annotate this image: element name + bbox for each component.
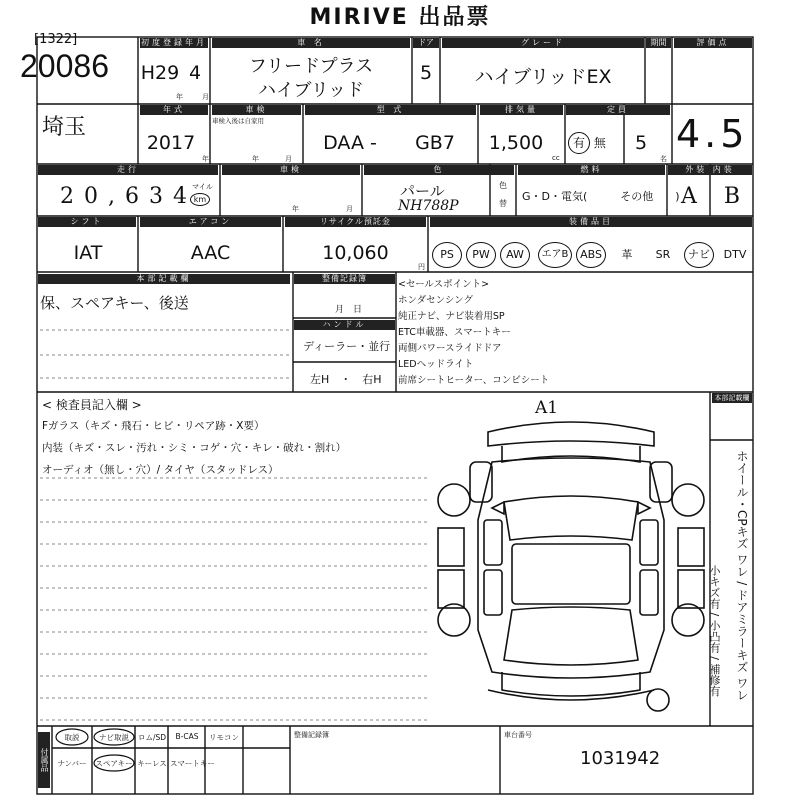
sales-point-item: LEDヘッドライト	[398, 359, 474, 370]
sales-point-item: 前席シートヒーター、コンビシート	[398, 375, 550, 386]
color-code: NH788P	[398, 198, 459, 214]
doors-value: 5	[419, 62, 433, 84]
label-model-year: 年式	[140, 105, 208, 115]
first-reg-month: 4	[188, 62, 202, 84]
label-doors: ドア	[413, 38, 439, 48]
label-color: 色	[364, 165, 514, 175]
accessory-keyless: キーレス	[137, 759, 167, 768]
auction-code: [1322]	[34, 32, 78, 47]
label-aircon: エアコン	[140, 217, 281, 227]
accessory-bcas: B-CAS	[175, 732, 199, 741]
inspector-heading: < 検査員記入欄 >	[42, 398, 142, 412]
label-remarks: 本部記載欄	[38, 274, 290, 284]
label-handle: ハンドル	[294, 320, 395, 330]
dealer-option: ディーラー・並行	[303, 340, 391, 353]
cc-unit: cc	[552, 154, 560, 162]
mileage-value: 20,634	[60, 184, 197, 209]
model-year-unit: 年	[202, 155, 209, 163]
score-value: 4.5	[676, 112, 749, 156]
sales-point-item: 両側パワースライドドア	[398, 343, 502, 354]
label-remarks-right: 本部記載欄	[712, 393, 752, 403]
recycle-value: 10,060	[322, 242, 389, 264]
region: 埼玉	[42, 115, 87, 140]
ac-options	[568, 132, 606, 154]
first-reg-era: H29	[140, 62, 180, 84]
sales-point-item: 純正ナビ、ナビ装着用SP	[398, 311, 505, 322]
accessory-rom: ロム/SD	[137, 733, 167, 742]
person-unit: 名	[660, 155, 667, 163]
aircon-value: AAC	[190, 242, 231, 264]
model-code: GB7	[415, 132, 455, 154]
check-no: 無	[593, 136, 606, 150]
accessory-manual: 取説	[64, 733, 80, 742]
side-note-damage: ホイール・CPキズ ワレ / ドアミラーキズ ワレ	[735, 450, 749, 701]
equipment-sr: SR	[655, 248, 671, 261]
checkup-month-unit: 月	[346, 205, 353, 213]
label-checkup-bottom: 整備記録簿	[294, 731, 329, 739]
chassis-number: 1031942	[580, 748, 661, 769]
grade-value: ハイブリッドEX	[474, 66, 612, 88]
equipment-airbag: エアB	[538, 242, 572, 268]
accessory-spare-key: スペアキー	[95, 759, 133, 768]
car-name-line2: ハイブリッド	[257, 80, 365, 101]
sales-point-heading: <セールスポイント>	[398, 279, 490, 290]
model-prefix: DAA -	[323, 132, 377, 154]
label-model: 型 式	[305, 105, 476, 115]
label-checkup-date: 車検	[222, 165, 360, 175]
label-ext-int: 外装 内装	[668, 165, 752, 175]
page-title: MIRIVE 出品票	[309, 5, 491, 30]
diagram-label: A1	[535, 398, 559, 418]
year-unit: 年	[176, 93, 183, 101]
equipment-pw: PW	[466, 242, 496, 268]
check-yes-circled: 有	[568, 132, 590, 154]
label-displacement: 排気量	[480, 105, 563, 115]
label-period: 期間	[646, 38, 671, 48]
label-mileage: 走行	[38, 165, 218, 175]
checkup-date: 月 日	[335, 305, 363, 315]
check-month-unit: 月	[285, 155, 292, 163]
label-score: 評価点	[674, 38, 752, 48]
inspector-line-glass: Fガラス（キズ・飛石・ヒビ・リペア跡・X要）	[42, 420, 265, 432]
accessory-number: ナンバー	[57, 759, 87, 768]
handle-side-option: 左H ・ 右H	[310, 373, 382, 386]
inspector-line-interior: 内装（キズ・スレ・汚れ・シミ・コゲ・穴・キレ・破れ・割れ）	[42, 442, 347, 454]
color-name: パール	[400, 182, 445, 200]
label-grade: グレード	[442, 38, 644, 48]
displacement-value: 1,500	[488, 132, 544, 154]
check-year-unit: 年	[252, 155, 259, 163]
color-option-1: 色	[499, 181, 507, 190]
km-option-circled: km	[190, 193, 210, 206]
accessory-smartkey: スマートキー	[170, 759, 215, 768]
inspector-line-audio: オーディオ（無し・穴）/ タイヤ（スタッドレス）	[42, 464, 279, 476]
car-body-diagram	[432, 410, 710, 720]
accessory-navi-manual: ナビ取説	[99, 733, 129, 742]
equipment-leather: 革	[621, 248, 633, 261]
sales-point-item: ETC車載器、スマートキー	[398, 327, 511, 338]
equipment-navi: ナビ	[684, 242, 714, 268]
mile-option: マイル	[192, 183, 213, 191]
equipment-dtv: DTV	[723, 248, 747, 261]
month-unit: 月	[202, 93, 209, 101]
label-car-name: 車 名	[212, 38, 410, 48]
accessory-remote: リモコン	[209, 733, 239, 742]
equipment-aw: AW	[500, 242, 530, 268]
label-chassis: 車台番号	[504, 731, 532, 739]
sales-point-item: ホンダセンシング	[398, 295, 473, 306]
label-fuel: 燃料	[518, 165, 665, 175]
label-equipment: 装備品目	[430, 217, 752, 227]
seats-value: 5	[634, 132, 648, 154]
lot-number: 20086	[20, 48, 109, 84]
accessory-circles	[52, 726, 292, 794]
accessories-label: 付属品	[38, 732, 50, 788]
checkup-year-unit: 年	[292, 205, 299, 213]
color-option-2: 替	[499, 199, 507, 208]
yen-unit: 円	[418, 263, 425, 271]
label-recycle: リサイクル預託金	[285, 217, 426, 227]
label-vehicle-check: 車検	[212, 105, 301, 115]
shift-value: IAT	[73, 242, 103, 264]
side-note-repair: 小キズ有 / 小凸有 / 補修有	[708, 565, 721, 697]
fuel-value: G・D・電気( その他 )	[522, 190, 680, 203]
equipment-abs: ABS	[576, 242, 606, 268]
model-year-value: 2017	[146, 132, 196, 154]
car-name-line1: フリードプラス	[248, 56, 374, 77]
remarks-text: 保、スペアキー、後送	[40, 294, 189, 312]
label-shift: シフト	[38, 217, 136, 227]
label-first-reg: 初度登録年月	[141, 38, 207, 47]
label-seats: 定員	[566, 105, 670, 115]
interior-value: B	[723, 184, 741, 209]
exterior-value: A	[681, 184, 697, 209]
label-checkup-record: 整備記録簿	[294, 274, 395, 284]
equipment-ps: PS	[432, 242, 462, 268]
check-note: 車検入後は自家用	[212, 117, 264, 125]
